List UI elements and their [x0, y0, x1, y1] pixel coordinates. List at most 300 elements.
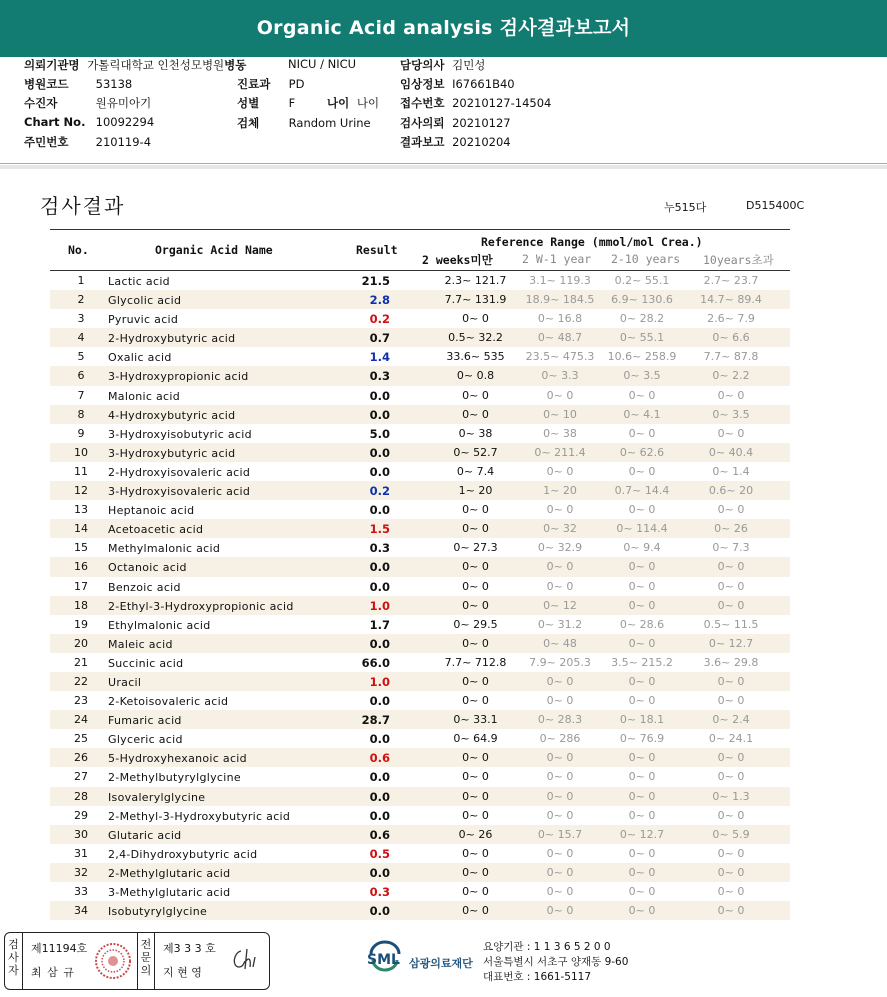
range-2-10y: 0~ 0 [628, 865, 656, 879]
table-row [50, 347, 790, 366]
chart-label: Chart No. [24, 115, 86, 129]
table-row [50, 386, 790, 405]
row-number: 17 [74, 579, 88, 593]
range-2weeks: 0.5~ 32.2 [448, 331, 503, 345]
row-number: 13 [74, 503, 88, 517]
result-value: 0.0 [369, 808, 390, 823]
result-value: 0.2 [369, 484, 390, 499]
range-2weeks: 2.3~ 121.7 [444, 274, 507, 287]
clinical-label: 임상정보 [400, 77, 445, 91]
dept-label: 진료과 [237, 77, 271, 91]
row-number: 31 [74, 846, 88, 860]
table-row [50, 519, 790, 538]
specialist-no: 제3 3 3 호 [163, 942, 216, 955]
range-2weeks: 0~ 0 [462, 904, 489, 918]
sex-label: 성별 [237, 96, 260, 110]
result-value: 5.0 [369, 426, 390, 441]
range-2-10y: 0~ 4.1 [623, 407, 661, 421]
range-10y-plus: 0~ 0 [717, 598, 745, 612]
range-2w-1y: 0~ 48.7 [537, 331, 583, 345]
range-10y-plus: 0~ 0 [717, 904, 745, 918]
hospital-code-field [24, 76, 132, 92]
row-number: 9 [77, 426, 85, 440]
range-2weeks: 0~ 38 [458, 426, 493, 440]
acid-name: Pyruvic acid [108, 313, 179, 327]
range-2w-1y: 23.5~ 475.3 [525, 350, 595, 364]
tester-name: 최 삼 규 [31, 966, 75, 979]
row-number: 16 [74, 560, 88, 574]
range-2-10y: 0~ 76.9 [619, 732, 665, 746]
range-2-10y: 0~ 3.5 [623, 369, 661, 383]
sml-logo [365, 940, 473, 978]
range-2w-1y: 0~ 0 [546, 464, 574, 478]
range-2-10y: 0~ 0 [628, 388, 656, 402]
range-2w-1y: 0~ 0 [546, 503, 574, 517]
row-number: 32 [74, 865, 88, 879]
report-title: Organic Acid analysis 검사결과보고서 [0, 0, 887, 57]
range-2w-1y: 0~ 0 [546, 789, 574, 803]
row-number: 7 [77, 388, 85, 402]
range-2-10y: 0~ 0 [628, 846, 656, 860]
range-2-10y: 0~ 28.6 [619, 617, 665, 631]
result-value: 2.8 [369, 293, 390, 308]
range-2weeks: 0~ 26 [458, 827, 493, 841]
range-2weeks: 0~ 29.5 [453, 617, 498, 631]
result-value: 66.0 [361, 655, 390, 670]
range-2w-1y: 0~ 32.9 [537, 541, 583, 555]
range-2weeks: 0~ 0 [462, 522, 489, 536]
result-value: 1.0 [369, 598, 390, 613]
doctor-field [400, 57, 485, 73]
range-2w-1y: 0~ 10 [543, 407, 577, 421]
range-10y-plus: 0~ 12.7 [708, 636, 754, 650]
range-2weeks: 0~ 0 [462, 885, 489, 898]
range-2weeks: 0~ 0 [462, 636, 489, 650]
range-2w-1y: 0~ 286 [539, 732, 581, 746]
address: 서울특별시 서초구 양재동 9-60 [483, 956, 629, 968]
acid-name: Oxalic acid [108, 351, 172, 365]
range-2weeks: 7.7~ 712.8 [444, 655, 507, 669]
range-10y-plus: 0~ 0 [717, 579, 745, 593]
specimen-value: Random Urine [288, 116, 371, 130]
range-2weeks: 33.6~ 535 [446, 350, 505, 364]
range-10y-plus: 2.6~ 7.9 [707, 312, 755, 326]
report-date-field [400, 134, 511, 150]
range-2-10y: 0~ 0 [628, 503, 656, 517]
institution-label: 의뢰기관명 [24, 58, 80, 72]
company-info [483, 940, 628, 985]
patient-field [24, 95, 151, 111]
range-10y-plus: 0~ 1.3 [712, 789, 750, 803]
doctor-label: 담당의사 [400, 58, 445, 72]
row-number: 3 [77, 312, 85, 326]
results-table [50, 229, 790, 920]
table-row [50, 405, 790, 424]
clinical-value: I67661B40 [452, 77, 515, 91]
result-value: 0.0 [369, 445, 390, 460]
signature-icon [229, 945, 265, 975]
sex-value: F [288, 96, 296, 110]
table-row [50, 328, 790, 347]
row-number: 15 [74, 541, 88, 555]
range-2w-1y: 0~ 48 [543, 636, 577, 650]
age-label: 나이 [327, 96, 350, 110]
result-value: 1.4 [369, 350, 390, 365]
range-2w-1y: 0~ 0 [546, 560, 574, 574]
range-2-10y: 0~ 114.4 [616, 522, 668, 536]
org-name: 삼광의료재단 [409, 957, 473, 970]
seal-icon [93, 941, 133, 981]
result-value: 0.5 [369, 846, 390, 861]
code-label: D515400C [746, 199, 805, 212]
range-10y-plus: 0~ 0 [717, 808, 745, 822]
range-10y-plus: 0~ 0 [717, 770, 745, 784]
range-2w-1y: 0~ 0 [546, 846, 574, 860]
result-value: 1.0 [369, 674, 390, 689]
range-10y-plus: 0~ 6.6 [712, 331, 750, 345]
result-value: 0.7 [369, 331, 390, 346]
acid-name: 2-Methylglutaric acid [108, 866, 231, 880]
range-2w-1y: 7.9~ 205.3 [529, 655, 591, 669]
request-label: 검사의뢰 [400, 116, 445, 130]
table-row [50, 538, 790, 557]
table-row [50, 729, 790, 748]
specialist-label: 전문의 [137, 933, 155, 989]
table-row [50, 309, 790, 328]
range-2w-1y: 1~ 20 [543, 484, 577, 498]
table-row [50, 767, 790, 786]
row-number: 33 [74, 885, 88, 898]
range-2weeks: 0~ 0 [462, 598, 489, 612]
ward-text: NICU / NICU [288, 57, 357, 71]
range-10y-plus: 0~ 0 [717, 846, 745, 860]
result-value: 21.5 [361, 274, 390, 288]
acid-name: 2-Ketoisovaleric acid [108, 695, 229, 709]
range-10y-plus: 0~ 0 [717, 503, 745, 517]
patient-value: 원유미아기 [95, 96, 152, 110]
range-10y-plus: 0~ 3.5 [712, 407, 750, 421]
range-2weeks: 0~ 0 [462, 694, 489, 708]
result-value: 0.0 [369, 464, 390, 479]
range-10y-plus: 0~ 2.2 [712, 369, 750, 383]
doctor-value: 김민성 [452, 58, 486, 72]
range-2weeks: 0~ 0 [462, 808, 489, 822]
range-2-10y: 0~ 0 [628, 885, 656, 898]
range-2w-1y: 0~ 16.8 [537, 312, 583, 326]
acid-name: 2,4-Dihydroxybutyric acid [108, 847, 258, 861]
result-value: 0.0 [369, 388, 390, 403]
result-value: 0.0 [369, 636, 390, 651]
table-row [50, 557, 790, 576]
table-row [50, 825, 790, 844]
range-10y-plus: 14.7~ 89.4 [700, 293, 762, 307]
table-row [50, 787, 790, 806]
range-2w-1y: 0~ 32 [543, 522, 577, 536]
row-number: 18 [74, 598, 88, 612]
acid-name: 3-Hydroxyisobutyric acid [108, 427, 252, 441]
range-2w-1y: 0~ 0 [546, 865, 574, 879]
row-number: 8 [77, 407, 85, 421]
row-number: 11 [74, 464, 88, 478]
row-number: 24 [74, 713, 88, 727]
header-r4: 10years초과 [703, 253, 774, 267]
range-10y-plus: 0~ 0 [717, 560, 745, 574]
clinical-field [400, 76, 515, 92]
range-2-10y: 0~ 0 [628, 598, 656, 612]
range-2weeks: 0~ 0 [462, 865, 489, 879]
range-2-10y: 0~ 28.2 [619, 312, 665, 326]
header-result: Result [356, 243, 398, 257]
acid-name: 4-Hydroxybutyric acid [108, 408, 236, 422]
range-2w-1y: 0~ 3.3 [541, 369, 579, 383]
range-2-10y: 0~ 0 [628, 789, 656, 803]
ssn-label: 주민번호 [24, 135, 69, 149]
dept-value: PD [288, 77, 305, 91]
acid-name: Maleic acid [108, 637, 173, 651]
range-2weeks: 0~ 7.4 [456, 464, 495, 478]
range-2-10y: 0.7~ 14.4 [614, 484, 670, 498]
row-number: 6 [77, 369, 85, 383]
range-10y-plus: 0~ 0 [717, 694, 745, 708]
receipt-field [400, 95, 551, 111]
result-value: 0.2 [369, 312, 390, 327]
patient-info-panel [0, 57, 887, 164]
table-row [50, 901, 790, 920]
range-2w-1y: 0~ 28.3 [537, 713, 583, 727]
acid-name: 3-Methylglutaric acid [108, 886, 231, 899]
range-10y-plus: 2.7~ 23.7 [703, 274, 759, 287]
acid-name: 2-Ethyl-3-Hydroxypropionic acid [108, 599, 294, 613]
range-2-10y: 0~ 9.4 [623, 541, 661, 555]
result-value: 0.0 [369, 407, 390, 422]
acid-name: 2-Hydroxyisovaleric acid [108, 465, 251, 479]
range-2weeks: 0~ 0 [462, 846, 489, 860]
result-value: 1.5 [369, 522, 390, 537]
receipt-value: 20210127-14504 [452, 96, 552, 110]
acid-name: Glyceric acid [108, 733, 183, 747]
table-row [50, 290, 790, 309]
header-r2: 2 W-1 year [522, 252, 592, 266]
range-10y-plus: 0~ 2.4 [712, 713, 750, 727]
range-2w-1y: 0~ 0 [546, 388, 574, 402]
range-2w-1y: 0~ 31.2 [537, 617, 583, 631]
ssn-field [24, 134, 151, 150]
report-date-value: 20210204 [452, 135, 511, 149]
phone: 대표번호 : 1661-5117 [483, 971, 592, 983]
table-row [50, 596, 790, 615]
care-no: 요양기관 : 1 1 3 6 5 2 0 0 [483, 941, 611, 953]
range-2weeks: 0~ 0 [462, 388, 489, 402]
range-10y-plus: 0~ 26 [714, 522, 748, 536]
sex-field [237, 95, 295, 111]
table-row [50, 634, 790, 653]
table-row [50, 844, 790, 863]
range-2w-1y: 3.1~ 119.3 [529, 274, 591, 287]
range-2weeks: 0~ 0 [462, 312, 489, 326]
result-value: 0.3 [369, 885, 390, 899]
age-value: 나이 [356, 96, 380, 110]
range-2-10y: 0~ 0 [628, 694, 656, 708]
range-2w-1y: 0~ 0 [546, 694, 574, 708]
range-10y-plus: 0~ 40.4 [708, 445, 754, 459]
table-row [50, 271, 790, 290]
table-row [50, 615, 790, 634]
institution-value: 가톨릭대학교 인천성모병원 [87, 58, 225, 72]
institution-field [24, 57, 246, 73]
range-2weeks: 0~ 27.3 [453, 541, 498, 555]
range-2-10y: 3.5~ 215.2 [611, 655, 673, 669]
tester-label: 검사자 [5, 933, 23, 989]
ward-value [288, 57, 356, 71]
acid-name: Isobutyrylglycine [108, 905, 208, 919]
range-2weeks: 0~ 0 [462, 789, 489, 803]
range-2-10y: 0~ 0 [628, 770, 656, 784]
range-2weeks: 1~ 20 [458, 484, 493, 498]
range-2weeks: 0~ 33.1 [453, 713, 498, 727]
table-row [50, 462, 790, 481]
range-10y-plus: 7.7~ 87.8 [703, 350, 759, 364]
range-2weeks: 0~ 64.9 [453, 732, 498, 746]
range-10y-plus: 0~ 0 [717, 885, 745, 898]
header-no: No. [68, 243, 89, 257]
specimen-label: 검체 [237, 116, 260, 130]
row-number: 4 [77, 331, 85, 345]
table-row [50, 653, 790, 672]
range-2-10y: 0~ 0 [628, 674, 656, 688]
range-10y-plus: 0~ 0 [717, 674, 745, 688]
range-2weeks: 0~ 0 [462, 407, 489, 421]
acid-name: Methylmalonic acid [108, 542, 221, 556]
range-10y-plus: 0~ 7.3 [712, 541, 750, 555]
chart-field [24, 115, 154, 129]
sequence-label: 누515다 [664, 201, 707, 214]
hospital-code-value: 53138 [95, 77, 133, 91]
range-2w-1y: 0~ 0 [546, 674, 574, 688]
acid-name: Succinic acid [108, 656, 184, 670]
result-value: 0.6 [369, 827, 390, 842]
patient-label: 수진자 [24, 96, 58, 110]
range-2w-1y: 0~ 12 [543, 598, 577, 612]
row-number: 26 [74, 751, 88, 765]
acid-name: 2-Methyl-3-Hydroxybutyric acid [108, 809, 291, 823]
table-row [50, 806, 790, 825]
result-value: 1.7 [369, 617, 390, 632]
table-row [50, 577, 790, 596]
result-value: 0.0 [369, 560, 390, 575]
result-value: 0.0 [369, 789, 390, 804]
request-value: 20210127 [452, 116, 511, 130]
range-10y-plus: 0~ 5.9 [712, 827, 750, 841]
table-row [50, 863, 790, 882]
range-2weeks: 7.7~ 131.9 [444, 293, 507, 307]
range-10y-plus: 0~ 0 [717, 426, 745, 440]
table-row [50, 443, 790, 462]
range-2-10y: 0~ 0 [628, 560, 656, 574]
range-2-10y: 0~ 55.1 [619, 331, 665, 345]
range-10y-plus: 0~ 24.1 [708, 732, 754, 746]
acid-name: Benzoic acid [108, 580, 181, 594]
result-value: 0.0 [369, 732, 390, 747]
acid-name: Acetoacetic acid [108, 523, 204, 537]
table-row [50, 672, 790, 691]
range-2weeks: 0~ 0 [462, 674, 489, 688]
header-name: Organic Acid Name [155, 243, 273, 257]
range-2w-1y: 0~ 0 [546, 770, 574, 784]
range-2weeks: 0~ 0 [462, 751, 489, 765]
table-body [50, 271, 790, 920]
range-2weeks: 0~ 0 [462, 560, 489, 574]
acid-name: 3-Hydroxypropionic acid [108, 370, 249, 384]
acid-name: Isovalerylglycine [108, 790, 206, 804]
acid-name: Octanoic acid [108, 561, 187, 575]
signature-box [4, 932, 270, 990]
row-number: 28 [74, 789, 88, 803]
range-2-10y: 0~ 0 [628, 426, 656, 440]
range-10y-plus: 3.6~ 29.8 [703, 655, 759, 669]
range-2-10y: 0~ 0 [628, 636, 656, 650]
range-2-10y: 0~ 62.6 [619, 445, 665, 459]
row-number: 23 [74, 694, 88, 708]
range-2-10y: 0~ 0 [628, 751, 656, 765]
range-2w-1y: 0~ 0 [546, 885, 574, 898]
acid-name: 2-Hydroxybutyric acid [108, 332, 236, 346]
row-number: 21 [74, 655, 88, 669]
report-date-label: 결과보고 [400, 135, 445, 149]
table-row [50, 500, 790, 519]
result-value: 28.7 [361, 713, 390, 728]
row-number: 5 [77, 350, 85, 364]
acid-name: Lactic acid [108, 275, 170, 288]
result-value: 0.0 [369, 503, 390, 518]
row-number: 14 [74, 522, 88, 536]
ward-label: 병동 [224, 58, 247, 72]
range-2w-1y: 0~ 0 [546, 751, 574, 765]
acid-name: Fumaric acid [108, 714, 182, 728]
row-number: 34 [74, 904, 88, 918]
acid-name: 3-Hydroxyisovaleric acid [108, 485, 251, 499]
row-number: 27 [74, 770, 88, 784]
range-10y-plus: 0~ 1.4 [712, 464, 750, 478]
ssn-value: 210119-4 [95, 135, 152, 149]
result-value: 0.0 [369, 770, 390, 785]
age-field [327, 95, 379, 111]
range-2w-1y: 0~ 211.4 [534, 445, 586, 459]
range-2weeks: 0~ 0 [462, 770, 489, 784]
range-2-10y: 0~ 18.1 [619, 713, 665, 727]
request-field [400, 115, 511, 131]
range-2weeks: 0~ 0.8 [456, 369, 495, 383]
range-10y-plus: 0~ 0 [717, 865, 745, 879]
specimen-field [237, 115, 371, 131]
acid-name: Uracil [108, 675, 142, 689]
range-2w-1y: 0~ 0 [546, 904, 574, 918]
sml-logo-text: SML [367, 952, 400, 968]
row-number: 2 [77, 293, 85, 307]
range-2weeks: 0~ 0 [462, 503, 489, 517]
section-title: 검사결과 [40, 194, 126, 218]
range-2-10y: 0.2~ 55.1 [614, 274, 670, 287]
header-reference: Reference Range (mmol/mol Crea.) [481, 235, 703, 249]
range-2w-1y: 0~ 0 [546, 579, 574, 593]
row-number: 29 [74, 808, 88, 822]
result-value: 0.3 [369, 541, 390, 556]
row-number: 30 [74, 827, 88, 841]
acid-name: 2-Methylbutyrylglycine [108, 771, 241, 785]
range-2-10y: 10.6~ 258.9 [607, 350, 677, 364]
range-2-10y: 6.9~ 130.6 [611, 293, 673, 307]
row-number: 20 [74, 636, 88, 650]
table-row [50, 366, 790, 385]
